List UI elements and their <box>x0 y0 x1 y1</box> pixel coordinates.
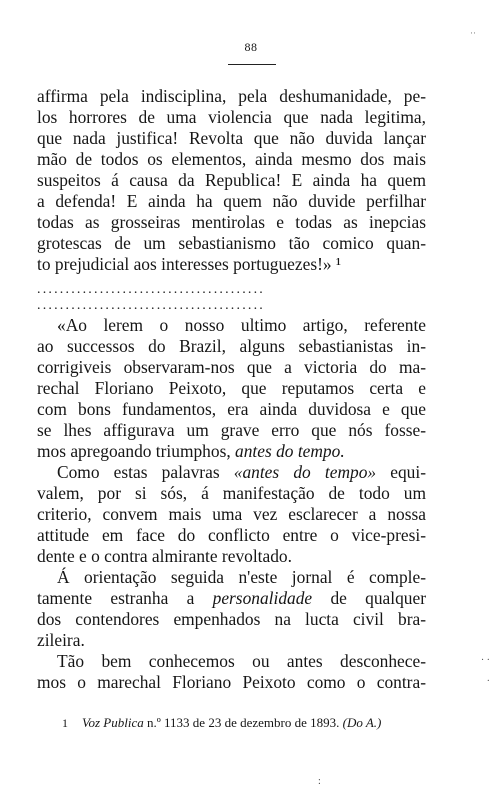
body-text <box>37 315 426 693</box>
footnote-attribution: (Do A.) <box>342 715 382 730</box>
text-line: affirma pela indisciplina, pela deshumanidade, pe- <box>37 86 426 106</box>
text-line: rechal Floriano Peixoto, que reputamos certa e <box>37 378 426 398</box>
text-line: Tão bem conhecemos ou antes desconhece- <box>57 651 426 671</box>
text-line <box>37 462 426 483</box>
footnote-text: n.º 1133 de 23 de dezembro de 1893. <box>143 715 343 730</box>
text-line: dos contendores empenhados na lucta civil bra- <box>37 609 426 629</box>
page-number: 88 <box>244 40 258 54</box>
footnote <box>62 715 442 731</box>
text-line <box>37 588 426 609</box>
text-fragment: equi- <box>376 462 426 482</box>
text-line: dente e o contra almirante revoltado. <box>37 546 292 566</box>
quoted-paragraph <box>37 86 426 275</box>
text-line: suspeitos á causa da Republica! E ainda ha quem <box>37 170 426 190</box>
text-line: a defenda! E ainda ha quem não duvide perfilhar <box>37 191 426 211</box>
text-line: los horrores de uma violencia que nada legitima, <box>37 107 426 127</box>
ellipsis-row: ........................................ <box>37 299 265 313</box>
text-line: mão de todos os elementos, ainda mesmo dos mais <box>37 149 426 169</box>
text-line: to prejudicial aos interesses portuguezes!» ¹ <box>37 254 342 274</box>
text-line: attitude em face do conflicto entre o vice-presi- <box>37 525 426 545</box>
text-fragment: tamente estranha a <box>37 588 213 608</box>
text-line <box>37 441 426 462</box>
margin-mark: · <box>486 676 490 687</box>
ellipsis-row: ........................................ <box>37 283 265 297</box>
text-fragment: de qualquer <box>312 588 426 608</box>
italic-phrase: personalidade <box>212 588 313 608</box>
text-line: mos o marechal Floriano Peixoto como o contra- <box>37 672 426 692</box>
text-line: grotescas de um sebastianismo tão comico quan- <box>37 233 426 253</box>
corner-mark: ·· <box>470 28 476 38</box>
text-fragment: Como estas palavras <box>57 462 234 482</box>
text-line: que nada justifica! Revolta que não duvida lançar <box>37 128 426 148</box>
text-line: criterio, convem mais uma vez esclarecer a nossa <box>37 504 426 524</box>
text-line: ao successos do Brazil, alguns sebastianistas in- <box>37 336 426 356</box>
text-line: «Ao lerem o nosso ultimo artigo, referente <box>57 315 426 335</box>
footnote-number: 1 <box>62 716 68 730</box>
text-line: valem, por si sós, á manifestação de todo um <box>37 483 426 503</box>
bottom-mark: : <box>318 776 321 787</box>
italic-phrase: antes do tempo. <box>235 441 345 461</box>
text-line: zileira. <box>37 630 85 650</box>
text-line: todas as grosseiras mentirolas e todas as inepcias <box>37 212 426 232</box>
text-fragment: mos apregoando triumphos, <box>37 441 236 461</box>
header-rule <box>228 64 276 65</box>
footnote-source: Voz Publica <box>82 715 144 730</box>
margin-mark: · · <box>480 655 490 666</box>
text-line: com bons fundamentos, era ainda duvidosa e que <box>37 399 426 419</box>
text-line: corrigiveis observaram-nos que a victoria do ma- <box>37 357 426 377</box>
italic-phrase: «antes do tempo» <box>233 462 377 482</box>
text-line: Á orientação seguida n'este jornal é comple- <box>57 567 426 587</box>
text-line: se lhes affigurava um grave erro que nós fosse- <box>37 420 426 440</box>
